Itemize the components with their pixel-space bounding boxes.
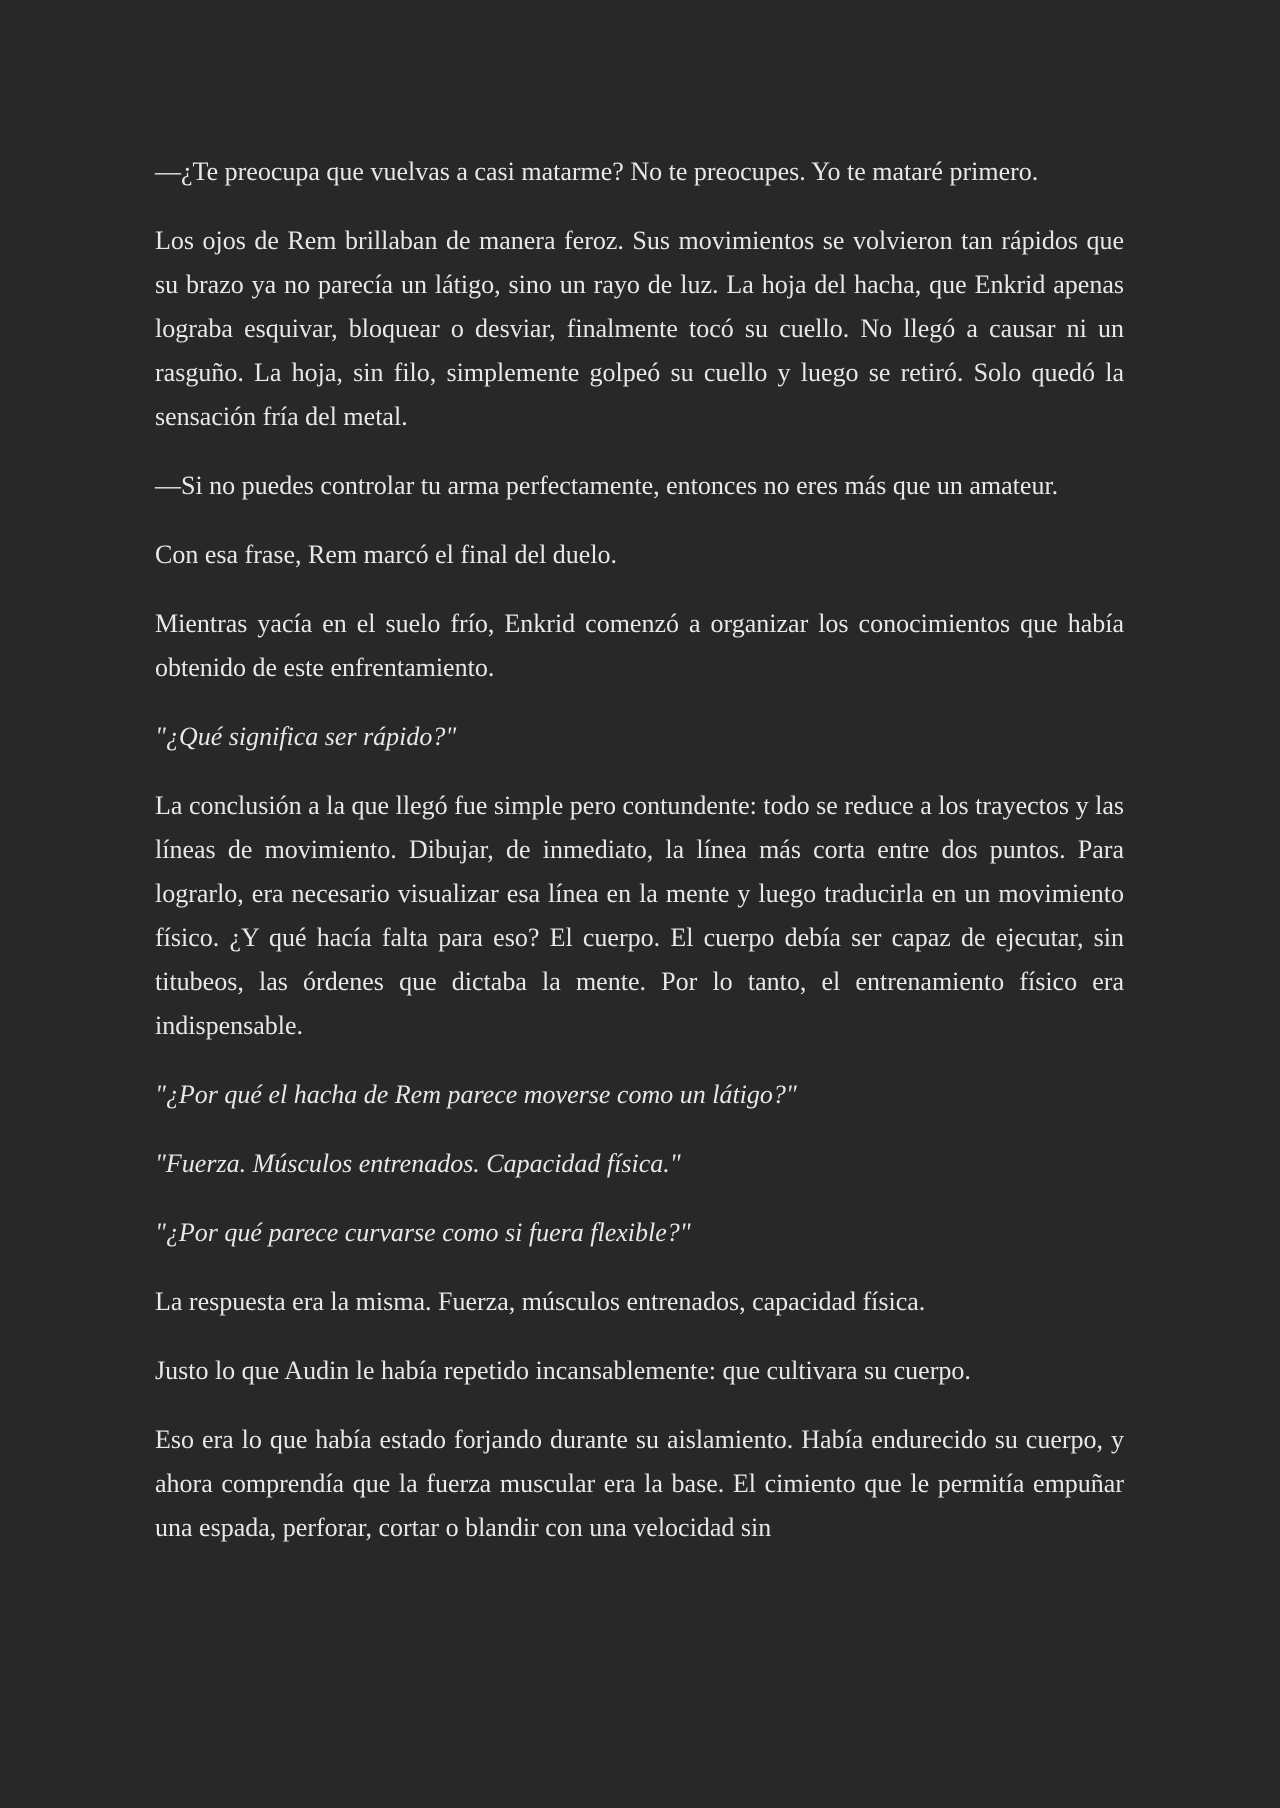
paragraph: Mientras yacía en el suelo frío, Enkrid comenzó a organizar los conocimientos que había obtenido de este enfrentamiento. (155, 609, 1124, 682)
italic-thought-paragraph: "¿Por qué parece curvarse como si fuera flexible?" (155, 1218, 691, 1247)
paragraph: Eso era lo que había estado forjando durante su aislamiento. Había endurecido su cuerpo, y ahora comprendía que la fuerza muscular era la base. El cimiento que le permitía empuñar una espada, perforar, cortar o blandir con una velocidad sin (155, 1425, 1124, 1542)
paragraph: —¿Te preocupa que vuelvas a casi matarme? No te preocupes. Yo te mataré primero. (155, 157, 1039, 186)
paragraph: Con esa frase, Rem marcó el final del duelo. (155, 540, 618, 569)
italic-thought-paragraph: "¿Qué significa ser rápido?" (155, 722, 457, 751)
paragraph: La conclusión a la que llegó fue simple pero contundente: todo se reduce a los trayectos y las líneas de movimiento. Dibujar, de inmediato, la línea más corta entre dos puntos. Para lograrlo, era necesario visualizar esa línea en la mente y luego traducirla en un movimiento físico. ¿Y qué hacía falta para eso? El cuerpo. El cuerpo debía ser capaz de ejecutar, sin titubeos, las órdenes que dictaba la mente. Por lo tanto, el entrenamiento físico era indispensable. (155, 791, 1124, 1040)
paragraph: Los ojos de Rem brillaban de manera feroz. Sus movimientos se volvieron tan rápidos que su brazo ya no parecía un látigo, sino un rayo de luz. La hoja del hacha, que Enkrid apenas lograba esquivar, bloquear o desviar, finalmente tocó su cuello. No llegó a causar ni un rasguño. La hoja, sin filo, simplemente golpeó su cuello y luego se retiró. Solo quedó la sensación fría del metal. (155, 226, 1124, 431)
reader-text-column (155, 150, 1124, 1575)
paragraph: —Si no puedes controlar tu arma perfectamente, entonces no eres más que un amateur. (155, 471, 1059, 500)
paragraph: Justo lo que Audin le había repetido incansablemente: que cultivara su cuerpo. (155, 1356, 971, 1385)
paragraph: La respuesta era la misma. Fuerza, músculos entrenados, capacidad física. (155, 1287, 926, 1316)
italic-thought-paragraph: "¿Por qué el hacha de Rem parece moverse como un látigo?" (155, 1080, 797, 1109)
italic-thought-paragraph: "Fuerza. Músculos entrenados. Capacidad física." (155, 1149, 681, 1178)
